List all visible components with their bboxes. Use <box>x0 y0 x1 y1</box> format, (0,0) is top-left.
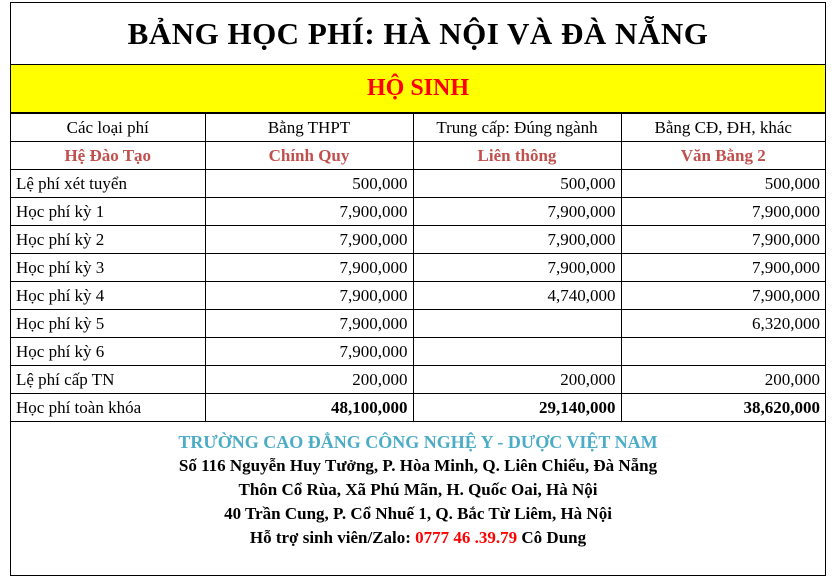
fee-value: 200,000 <box>413 366 621 394</box>
table-row <box>11 282 825 310</box>
support-line <box>11 526 825 550</box>
tuition-sheet <box>10 2 826 576</box>
fee-value: 7,900,000 <box>413 254 621 282</box>
total-value: 29,140,000 <box>413 394 621 422</box>
total-value: 48,100,000 <box>205 394 413 422</box>
subheader-cell: Liên thông <box>413 142 621 170</box>
subheader-cell: Hệ Đào Tạo <box>11 142 205 170</box>
fee-value: 7,900,000 <box>413 198 621 226</box>
table-row <box>11 226 825 254</box>
fee-value: 500,000 <box>205 170 413 198</box>
fee-label: Học phí kỳ 3 <box>11 254 205 282</box>
fee-label: Lệ phí cấp TN <box>11 366 205 394</box>
fee-value: 4,740,000 <box>413 282 621 310</box>
table-row <box>11 254 825 282</box>
fee-value <box>621 338 825 366</box>
fee-value: 6,320,000 <box>621 310 825 338</box>
fee-value: 500,000 <box>621 170 825 198</box>
subheader-cell: Chính Quy <box>205 142 413 170</box>
address-line: Số 116 Nguyễn Huy Tưởng, P. Hòa Minh, Q. Liên Chiểu, Đà Nẵng <box>178 456 658 475</box>
fee-value: 7,900,000 <box>205 310 413 338</box>
subheader-row <box>11 142 825 170</box>
support-label: Hỗ trợ sinh viên/Zalo: <box>249 528 411 547</box>
header-cell: Bằng CĐ, ĐH, khác <box>621 114 825 142</box>
fee-value <box>413 338 621 366</box>
fee-value: 7,900,000 <box>621 198 825 226</box>
fee-value: 7,900,000 <box>621 254 825 282</box>
fee-label: Lệ phí xét tuyển <box>11 170 205 198</box>
fee-value: 7,900,000 <box>621 282 825 310</box>
total-value: 38,620,000 <box>621 394 825 422</box>
total-label: Học phí toàn khóa <box>11 394 205 422</box>
fee-value: 7,900,000 <box>205 198 413 226</box>
fee-label: Học phí kỳ 6 <box>11 338 205 366</box>
section-band <box>11 65 825 113</box>
section-title: HỘ SINH <box>366 75 470 101</box>
fee-value: 7,900,000 <box>413 226 621 254</box>
table-row <box>11 310 825 338</box>
table-row <box>11 198 825 226</box>
table-row <box>11 170 825 198</box>
fee-value: 7,900,000 <box>621 226 825 254</box>
fee-value: 7,900,000 <box>205 226 413 254</box>
fee-value: 7,900,000 <box>205 338 413 366</box>
fee-label: Học phí kỳ 2 <box>11 226 205 254</box>
fee-table <box>11 113 825 422</box>
phone-number[interactable]: 0777 46 .39.79 <box>415 528 518 547</box>
page-title: BẢNG HỌC PHÍ: HÀ NỘI VÀ ĐÀ NẴNG <box>127 15 709 51</box>
fee-value: 7,900,000 <box>205 282 413 310</box>
footer-info <box>11 422 825 550</box>
fee-value: 200,000 <box>205 366 413 394</box>
fee-value: 7,900,000 <box>205 254 413 282</box>
total-row <box>11 394 825 422</box>
subheader-cell: Văn Bằng 2 <box>621 142 825 170</box>
header-cell: Bằng THPT <box>205 114 413 142</box>
header-cell: Trung cấp: Đúng ngành <box>413 114 621 142</box>
table-row <box>11 366 825 394</box>
address-line: Thôn Cổ Rùa, Xã Phú Mãn, H. Quốc Oai, Hà Nội <box>238 480 598 499</box>
header-cell: Các loại phí <box>11 114 205 142</box>
fee-value: 500,000 <box>413 170 621 198</box>
fee-value: 200,000 <box>621 366 825 394</box>
fee-label: Học phí kỳ 5 <box>11 310 205 338</box>
header-row <box>11 114 825 142</box>
fee-label: Học phí kỳ 1 <box>11 198 205 226</box>
table-row <box>11 338 825 366</box>
contact-name: Cô Dung <box>521 528 587 547</box>
title-bar <box>11 3 825 65</box>
address-line: 40 Trần Cung, P. Cổ Nhuế 1, Q. Bắc Từ Liêm, Hà Nội <box>224 504 612 523</box>
school-name: TRƯỜNG CAO ĐẲNG CÔNG NGHỆ Y - DƯỢC VIỆT NAM <box>178 432 658 452</box>
fee-value <box>413 310 621 338</box>
fee-label: Học phí kỳ 4 <box>11 282 205 310</box>
